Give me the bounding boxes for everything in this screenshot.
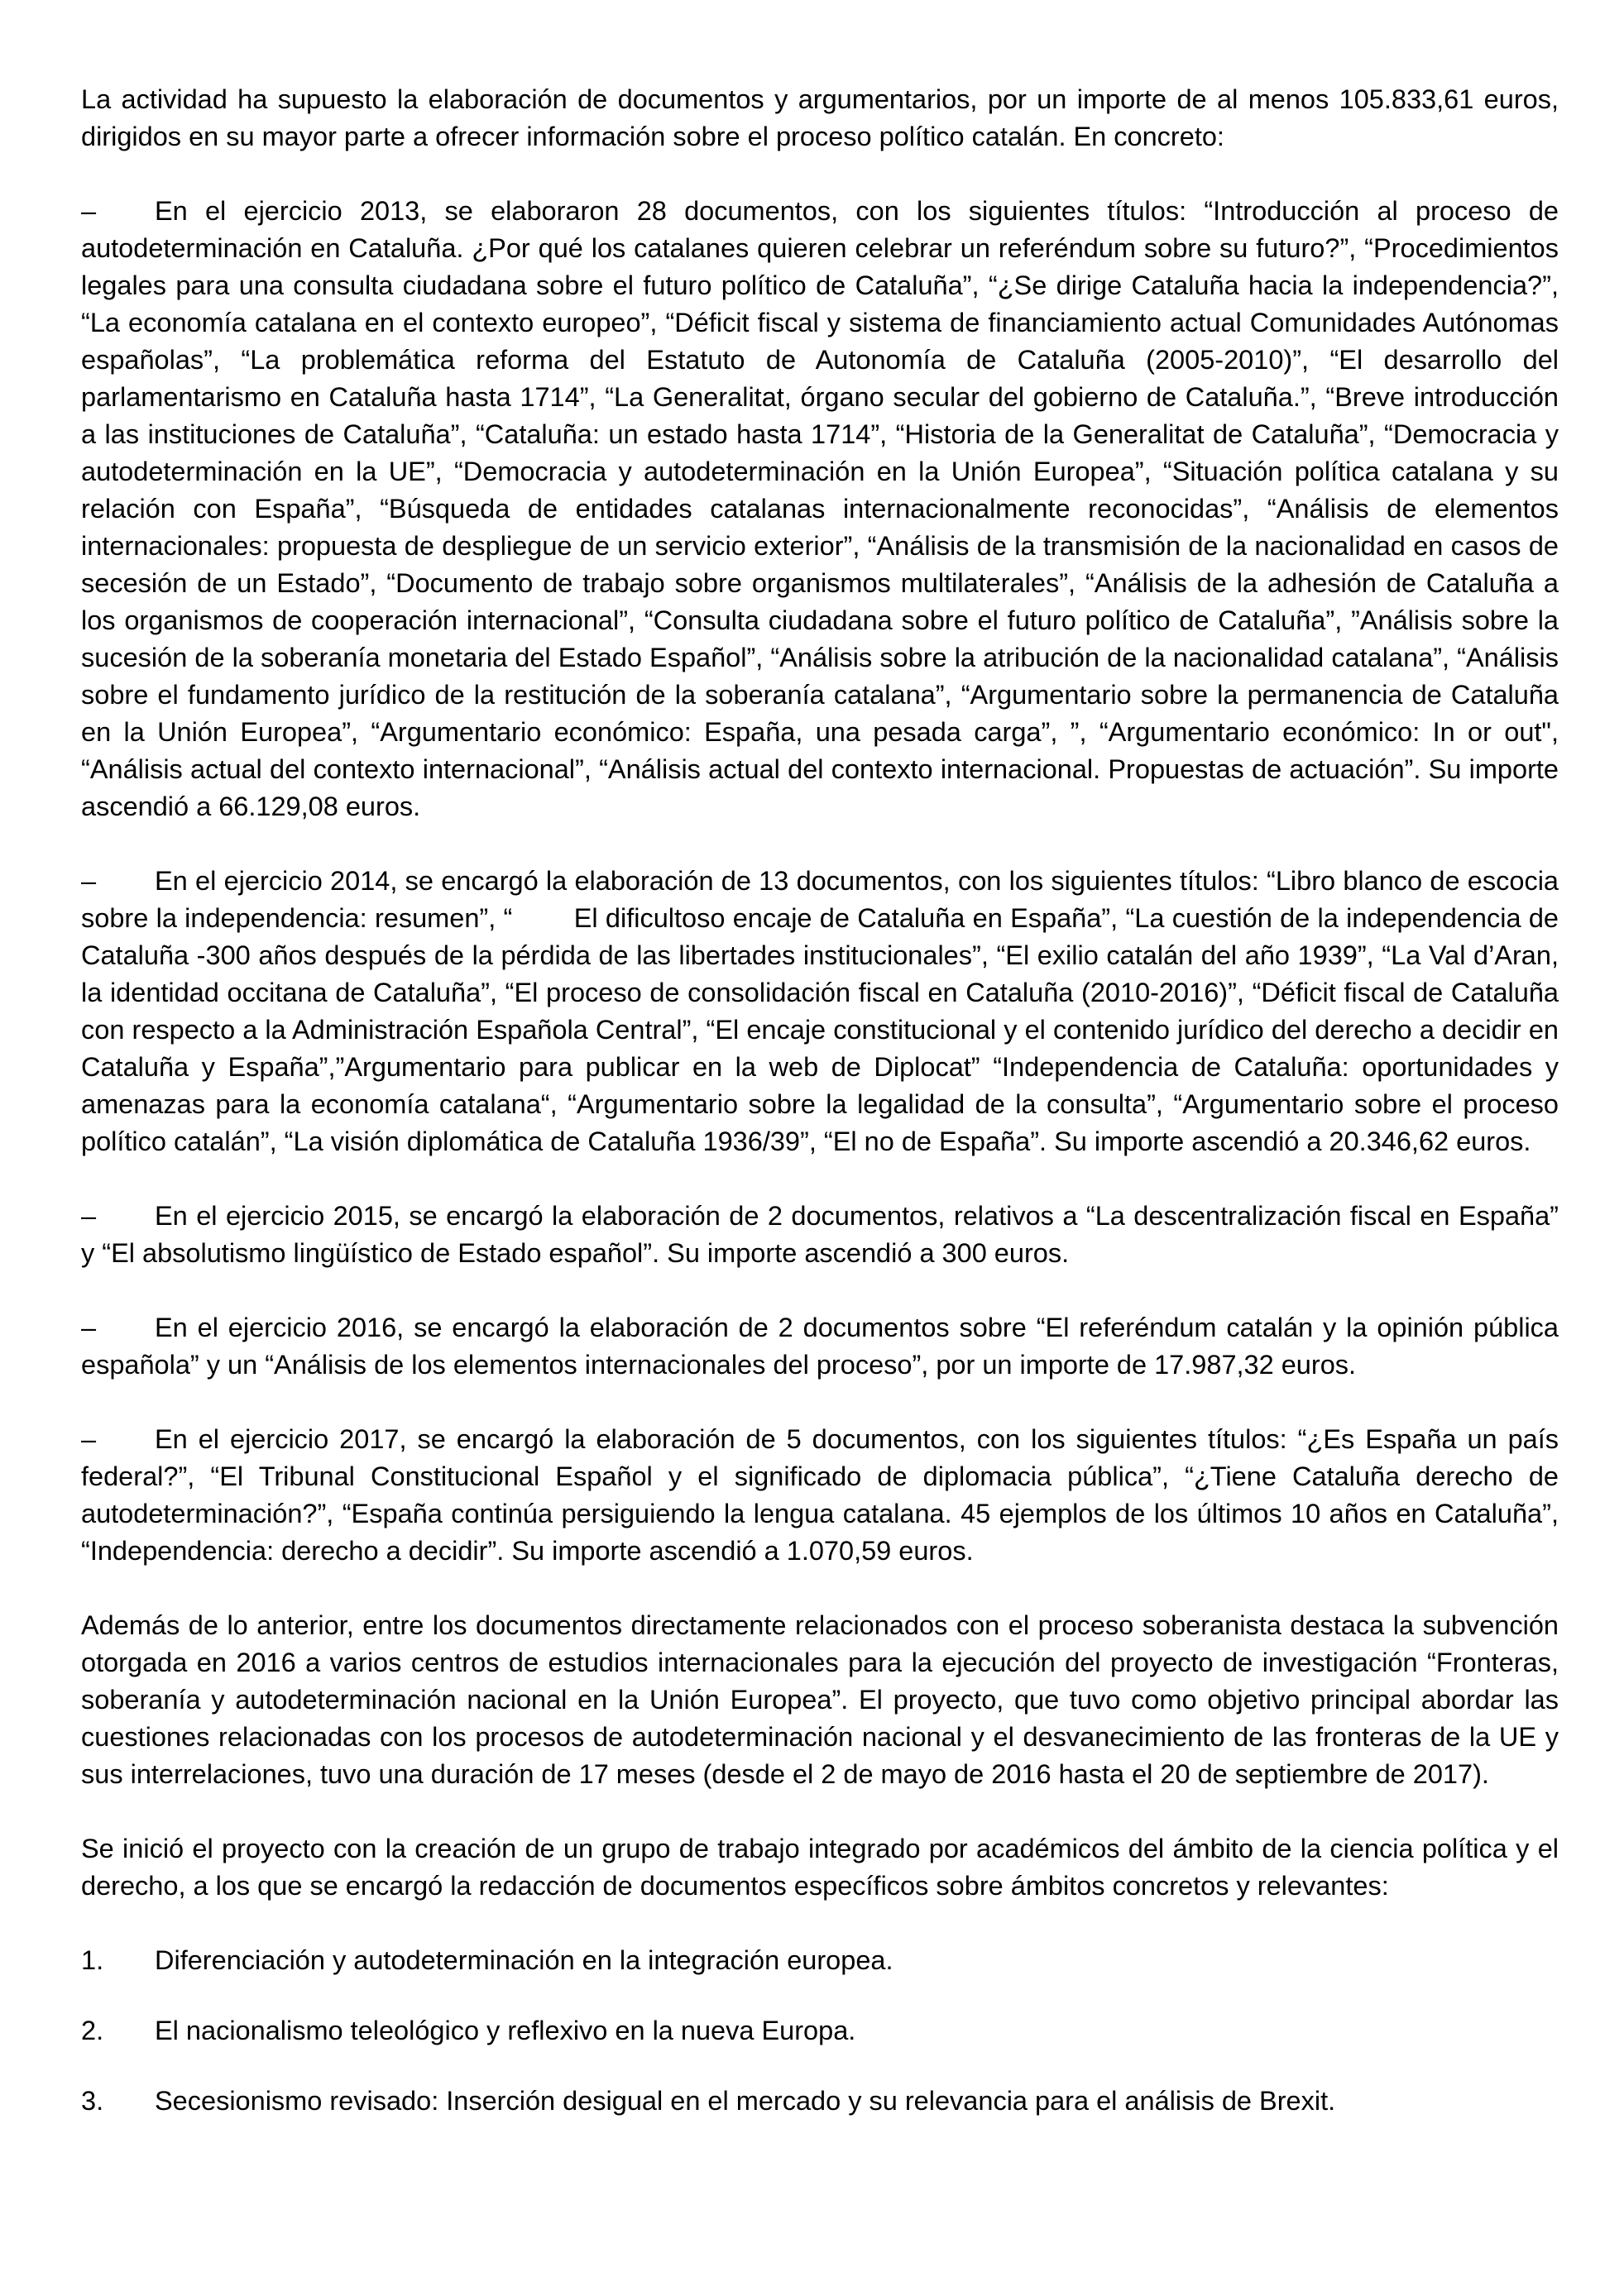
bullet-2013 [81, 193, 1559, 825]
numbered-item [81, 2083, 1559, 2120]
numbered-item [81, 2012, 1559, 2050]
dash-marker: – [81, 1201, 97, 1231]
bullet-text: En el ejercicio 2016, se encargó la elaboración de 2 documentos sobre “El referéndum catalán y la opinión pública española” y un “Análisis de los elementos internacionales del proceso”, por un importe de 17.987,32 euros. [81, 1313, 1559, 1380]
intro-paragraph: La actividad ha supuesto la elaboración de documentos y argumentarios, por un importe de al menos 105.833,61 euros, dirigidos en su mayor parte a ofrecer información sobre el proceso político catalán. En concreto: [81, 84, 1559, 151]
bullet-2016 [81, 1309, 1559, 1384]
item-number: 1. [81, 1945, 104, 1975]
item-number: 3. [81, 2086, 104, 2116]
dash-marker: – [81, 866, 97, 896]
bullet-text: En el ejercicio 2015, se encargó la elaboración de 2 documentos, relativos a “La descentralización fiscal en España” y “El absolutismo lingüístico de Estado español”. Su importe ascendió a 300 euros. [81, 1201, 1559, 1268]
bullet-text: En el ejercicio 2014, se encargó la elaboración de 13 documentos, con los siguientes títulos: “Libro blanco de escocia sobre la independencia: resumen”, “ El dificultoso encaje de Cataluña en España”, “La cuestión de la independencia de Cataluña -300 años después de la pérdida de las libertades institucionales”, “El exilio catalán del año 1939”, “La Val d’Aran, la identidad occitana de Cataluña”, “El proceso de consolidación fiscal en Cataluña (2010-2016)”, “Déficit fiscal de Cataluña con respecto a la Administración Española Central”, “El encaje constitucional y el contenido jurídico del derecho a decidir en Cataluña y España”,”Argumentario para publicar en la web de Diplocat” “Independencia de Cataluña: oportunidades y amenazas para la economía catalana“, “Argumentario sobre la legalidad de la consulta”, “Argumentario sobre el proceso político catalán”, “La visión diplomática de Cataluña 1936/39”, “El no de España”. Su importe ascendió a 20.346,62 euros. [81, 866, 1567, 1156]
subvencion-paragraph: Además de lo anterior, entre los documentos directamente relacionados con el proceso soberanista destaca la subvención otorgada en 2016 a varios centros de estudios internacionales para la ejecución del proyecto de investigación “Fronteras, soberanía y autodeterminación nacional en la Unión Europea”. El proyecto, que tuvo como objetivo principal abordar las cuestiones relacionadas con los procesos de autodeterminación nacional y el desvanecimiento de las fronteras de la UE y sus interrelaciones, tuvo una duración de 17 meses (desde el 2 de mayo de 2016 hasta el 20 de septiembre de 2017). [81, 1610, 1559, 1789]
item-text: El nacionalismo teleológico y reflexivo en la nueva Europa. [155, 2016, 856, 2045]
bullet-text: En el ejercicio 2013, se elaboraron 28 documentos, con los siguientes títulos: “Introducción al proceso de autodeterminación en Cataluña. ¿Por qué los catalanes quieren celebrar un referéndum sobre su futuro?”, “Procedimientos legales para una consulta ciudadana sobre el futuro político de Cataluña”, “¿Se dirige Cataluña hacia la independencia?”, “La economía catalana en el contexto europeo”, “Déficit fiscal y sistema de financiamiento actual Comunidades Autónomas españolas”, “La problemática reforma del Estatuto de Autonomía de Cataluña (2005-2010)”, “El desarrollo del parlamentarismo en Cataluña hasta 1714”, “La Generalitat, órgano secular del gobierno de Cataluña.”, “Breve introducción a las instituciones de Cataluña”, “Cataluña: un estado hasta 1714”, “Historia de la Generalitat de Cataluña”, “Democracia y autodeterminación en la UE”, “Democracia y autodeterminación en la Unión Europea”, “Situación política catalana y su relación con España”, “Búsqueda de entidades catalanas internacionalmente reconocidas”, “Análisis de elementos internacionales: propuesta de despliegue de un servicio exterior”, “Análisis de la transmisión de la nacionalidad en casos de secesión de un Estado”, “Documento de trabajo sobre organismos multilaterales”, “Análisis de la adhesión de Cataluña a los organismos de cooperación internacional”, “Consulta ciudadana sobre el futuro político de Cataluña”, ”Análisis sobre la sucesión de la soberanía monetaria del Estado Español”, “Análisis sobre la atribución de la nacionalidad catalana”, “Análisis sobre el fundamento jurídico de la restitución de la soberanía catalana”, “Argumentario sobre la permanencia de Cataluña en la Unión Europea”, “Argumentario económico: España, una pesada carga”, ”, “Argumentario económico: In or out", “Análisis actual del contexto internacional”, “Análisis actual del contexto internacional. Propuestas de actuación”. Su importe ascendió a 66.129,08 euros. [81, 196, 1559, 821]
dash-marker: – [81, 1313, 97, 1342]
bullet-2014 [81, 863, 1567, 1160]
item-text: Secesionismo revisado: Inserción desigual en el mercado y su relevancia para el análisis de Brexit. [155, 2086, 1336, 2116]
dash-marker: – [81, 196, 97, 226]
proyecto-paragraph: Se inició el proyecto con la creación de un grupo de trabajo integrado por académicos del ámbito de la ciencia política y el derecho, a los que se encargó la redacción de documentos específicos sobre ámbitos concretos y relevantes: [81, 1834, 1559, 1901]
bullet-2017 [81, 1421, 1559, 1570]
item-number: 2. [81, 2016, 104, 2045]
bullet-2015 [81, 1198, 1559, 1272]
item-text: Diferenciación y autodeterminación en la integración europea. [155, 1945, 893, 1975]
bullet-text: En el ejercicio 2017, se encargó la elaboración de 5 documentos, con los siguientes títulos: “¿Es España un país federal?”, “El Tribunal Constitucional Español y el significado de diplomacia pública”, “¿Tiene Cataluña derecho de autodeterminación?”, “España continúa persiguiendo la lengua catalana. 45 ejemplos de los últimos 10 años en Cataluña”, “Independencia: derecho a decidir”. Su importe ascendió a 1.070,59 euros. [81, 1424, 1559, 1566]
dash-marker: – [81, 1424, 97, 1454]
numbered-item [81, 1942, 1559, 1979]
document-page [81, 81, 1567, 2153]
